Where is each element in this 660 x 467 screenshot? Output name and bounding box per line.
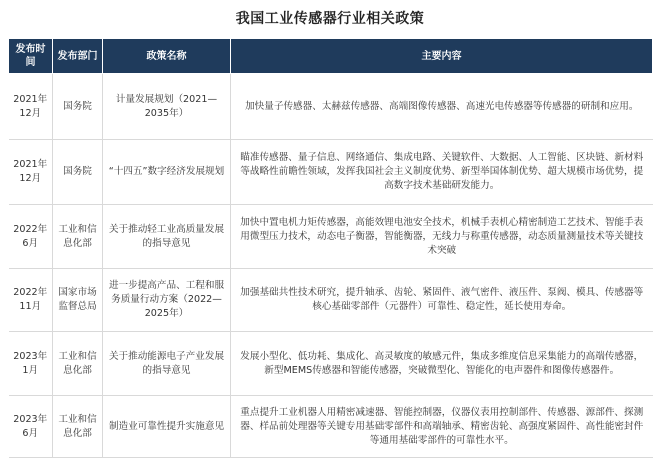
table-row: [9, 396, 653, 458]
cell-date: 2021年12月: [9, 74, 53, 140]
cell-dept: 工业和信息化部: [53, 396, 103, 458]
page-title: 我国工业传感器行业相关政策: [235, 11, 425, 27]
header-content: 主要内容: [231, 39, 653, 74]
cell-policy: 关于推动能源电子产业发展的指导意见: [103, 332, 231, 396]
cell-date: 2022年6月: [9, 205, 53, 269]
cell-dept: 国务院: [53, 74, 103, 140]
policy-table: [8, 38, 653, 458]
table-row: [9, 74, 653, 140]
cell-content: 加快中置电机力矩传感器，高能效锂电池安全技术，机械手表机心精密制造工艺技术、智能手表用微型压力技术，动态电子衡器，智能衡器，无线力与称重传感器，动态质量测量技术等关键技术突破: [231, 205, 653, 269]
cell-dept: 工业和信息化部: [53, 205, 103, 269]
cell-date: 2023年6月: [9, 396, 53, 458]
cell-policy: 进一步提高产品、工程和服务质量行动方案（2022—2025年）: [103, 269, 231, 332]
cell-content: 加快量子传感器、太赫兹传感器、高端图像传感器、高速光电传感器等传感器的研制和应用。: [231, 74, 653, 140]
cell-dept: 工业和信息化部: [53, 332, 103, 396]
cell-date: 2022年11月: [9, 269, 53, 332]
table-row: [9, 332, 653, 396]
header-policy: 政策名称: [103, 39, 231, 74]
table-header-row: [9, 39, 653, 74]
table-row: [9, 205, 653, 269]
cell-date: 2023年1月: [9, 332, 53, 396]
cell-dept: 国家市场监督总局: [53, 269, 103, 332]
table-row: [9, 269, 653, 332]
cell-policy: 关于推动轻工业高质量发展的指导意见: [103, 205, 231, 269]
cell-date: 2021年12月: [9, 140, 53, 205]
table-row: [9, 140, 653, 205]
cell-content: 瞄准传感器、量子信息、网络通信、集成电路、关键软件、大数据、人工智能、区块链、新材料等战略性前瞻性领域，发挥我国社会主义制度优势、新型举国体制优势、超大规模市场优势，提高数字技术基础研发能力。: [231, 140, 653, 205]
cell-policy: 计量发展规划（2021—2035年）: [103, 74, 231, 140]
cell-content: 重点提升工业机器人用精密减速器、智能控制器，仪器仪表用控制部件、传感器、源部件、探测器、样品前处理器等关键专用基础零部件和高端轴承、精密齿轮、高强度紧固件、高性能密封件等通用基础零部件的可靠性水平。: [231, 396, 653, 458]
header-date: 发布时间: [9, 39, 53, 74]
cell-dept: 国务院: [53, 140, 103, 205]
cell-content: 发展小型化、低功耗、集成化、高灵敏度的敏感元件，集成多维度信息采集能力的高端传感器，新型MEMS传感器和智能传感器，突破微型化、智能化的电声器件和图像传感器件。: [231, 332, 653, 396]
header-dept: 发布部门: [53, 39, 103, 74]
cell-policy: 制造业可靠性提升实施意见: [103, 396, 231, 458]
cell-policy: “十四五”数字经济发展规划: [103, 140, 231, 205]
cell-content: 加强基础共性技术研究，提升轴承、齿轮、紧固件、液气密件、液压件、泵阀、模具、传感器等核心基础零部件（元器件）可靠性、稳定性，延长使用寿命。: [231, 269, 653, 332]
